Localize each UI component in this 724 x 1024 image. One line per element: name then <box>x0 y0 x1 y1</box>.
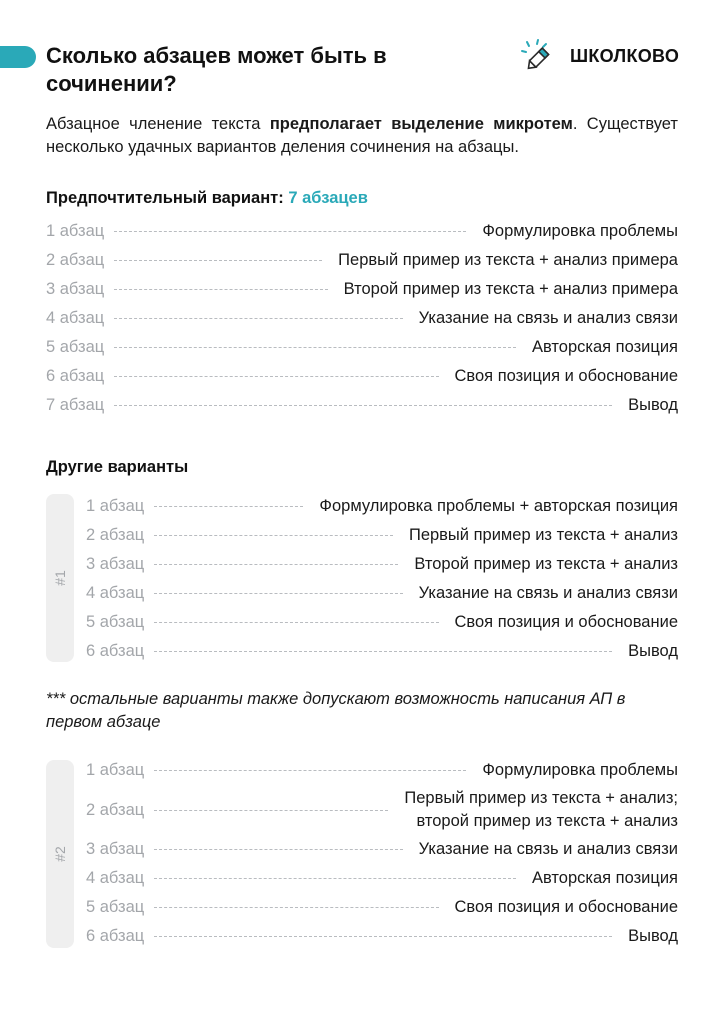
list-item <box>86 835 678 864</box>
group-label-text: #1 <box>51 570 68 586</box>
dashed-leader <box>154 564 398 565</box>
dashed-leader <box>154 907 438 908</box>
list-item <box>46 362 678 391</box>
intro-text-2: . Существует несколько удачных вариантов деления сочинения на абзацы. <box>46 115 678 156</box>
dashed-leader <box>114 376 438 377</box>
paragraph-description: Формулировка проблемы + авторская позиция <box>319 497 678 515</box>
other-heading: Другие варианты <box>46 458 189 476</box>
variant-1-list <box>86 492 678 666</box>
paragraph-description: Авторская позиция <box>532 338 678 356</box>
page-title: Сколько абзацев может быть в сочинении? <box>46 43 387 96</box>
paragraph-number: 6 абзац <box>86 927 145 945</box>
paragraph-description: Своя позиция и обоснование <box>454 613 678 631</box>
list-item <box>86 893 678 922</box>
list-item <box>86 637 678 666</box>
dashed-leader <box>114 231 466 232</box>
list-item <box>86 608 678 637</box>
paragraph-number: 6 абзац <box>86 642 145 660</box>
paragraph-number: 3 абзац <box>86 555 145 573</box>
paragraph-description: Второй пример из текста + анализ <box>414 555 678 573</box>
paragraph-number: 5 абзац <box>86 613 145 631</box>
list-item <box>46 333 678 362</box>
footnote: *** остальные варианты также допускают возможность написания АП в первом абзаце <box>46 690 626 731</box>
paragraph-number: 5 абзац <box>86 898 145 916</box>
list-item <box>86 922 678 951</box>
description-line: Первый пример из текста + анализ; <box>404 789 678 807</box>
dashed-leader <box>154 535 393 536</box>
dashed-leader <box>154 849 402 850</box>
paragraph-number: 2 абзац <box>86 526 145 544</box>
dashed-leader <box>114 289 327 290</box>
dashed-leader <box>154 770 466 771</box>
group-label-text: #2 <box>51 846 68 862</box>
paragraph-number: 6 абзац <box>46 367 105 385</box>
list-item <box>86 521 678 550</box>
dashed-leader <box>154 506 303 507</box>
list-item <box>46 391 678 420</box>
paragraph-description: Вывод <box>628 396 678 414</box>
paragraph-description: Первый пример из текста + анализ примера <box>338 251 678 269</box>
paragraph-number: 1 абзац <box>86 497 145 515</box>
paragraph-number: 1 абзац <box>46 222 105 240</box>
dashed-leader <box>154 810 388 811</box>
list-item <box>86 864 678 893</box>
paragraph-number: 4 абзац <box>46 309 105 327</box>
paragraph-number: 4 абзац <box>86 584 145 602</box>
logo <box>520 38 679 74</box>
preferred-heading-accent: 7 абзацев <box>288 189 368 207</box>
paragraph-description: Второй пример из текста + анализ примера <box>343 280 678 298</box>
paragraph-number: 3 абзац <box>86 840 145 858</box>
paragraph-description: Формулировка проблемы <box>482 222 678 240</box>
preferred-list <box>46 217 678 420</box>
list-item <box>46 275 678 304</box>
accent-bar <box>0 46 36 68</box>
paragraph-description: Авторская позиция <box>532 869 678 887</box>
variant-2-list <box>86 756 678 951</box>
paragraph-description: Своя позиция и обоснование <box>454 898 678 916</box>
paragraph-description: Вывод <box>628 927 678 945</box>
paragraph-number: 1 абзац <box>86 761 145 779</box>
list-item <box>86 785 678 835</box>
group-label <box>46 494 74 662</box>
preferred-heading <box>46 189 368 208</box>
logo-text: ШКОЛКОВО <box>570 45 680 66</box>
dashed-leader <box>114 260 322 261</box>
paragraph-description: Указание на связь и анализ связи <box>418 584 678 602</box>
dashed-leader <box>114 347 516 348</box>
paragraph-description: Своя позиция и обоснование <box>454 367 678 385</box>
paragraph-description: Указание на связь и анализ связи <box>418 309 678 327</box>
paragraph-number: 7 абзац <box>46 396 105 414</box>
list-item <box>46 246 678 275</box>
paragraph-number: 3 абзац <box>46 280 105 298</box>
dashed-leader <box>154 936 612 937</box>
intro-paragraph <box>46 113 678 159</box>
list-item <box>86 756 678 785</box>
dashed-leader <box>154 878 516 879</box>
list-item <box>46 217 678 246</box>
list-item <box>46 304 678 333</box>
list-item <box>86 579 678 608</box>
paragraph-description: Указание на связь и анализ связи <box>418 840 678 858</box>
paragraph-description: Вывод <box>628 642 678 660</box>
pencil-sparkle-icon <box>520 38 556 74</box>
paragraph-number: 2 абзац <box>46 251 105 269</box>
paragraph-description <box>404 787 678 833</box>
paragraph-number: 2 абзац <box>86 800 145 819</box>
intro-text-bold: предполагает выделение микротем <box>269 115 573 133</box>
dashed-leader <box>154 651 612 652</box>
intro-text-1: Абзацное членение текста <box>46 115 270 133</box>
paragraph-description: Формулировка проблемы <box>482 761 678 779</box>
paragraph-number: 5 абзац <box>46 338 105 356</box>
paragraph-number: 4 абзац <box>86 869 145 887</box>
paragraph-description: Первый пример из текста + анализ <box>408 526 678 544</box>
dashed-leader <box>114 405 612 406</box>
list-item <box>86 492 678 521</box>
dashed-leader <box>114 318 402 319</box>
preferred-heading-text: Предпочтительный вариант: <box>46 189 284 207</box>
description-line: второй пример из текста + анализ <box>416 812 678 830</box>
list-item <box>86 550 678 579</box>
dashed-leader <box>154 593 402 594</box>
dashed-leader <box>154 622 438 623</box>
group-label <box>46 760 74 948</box>
